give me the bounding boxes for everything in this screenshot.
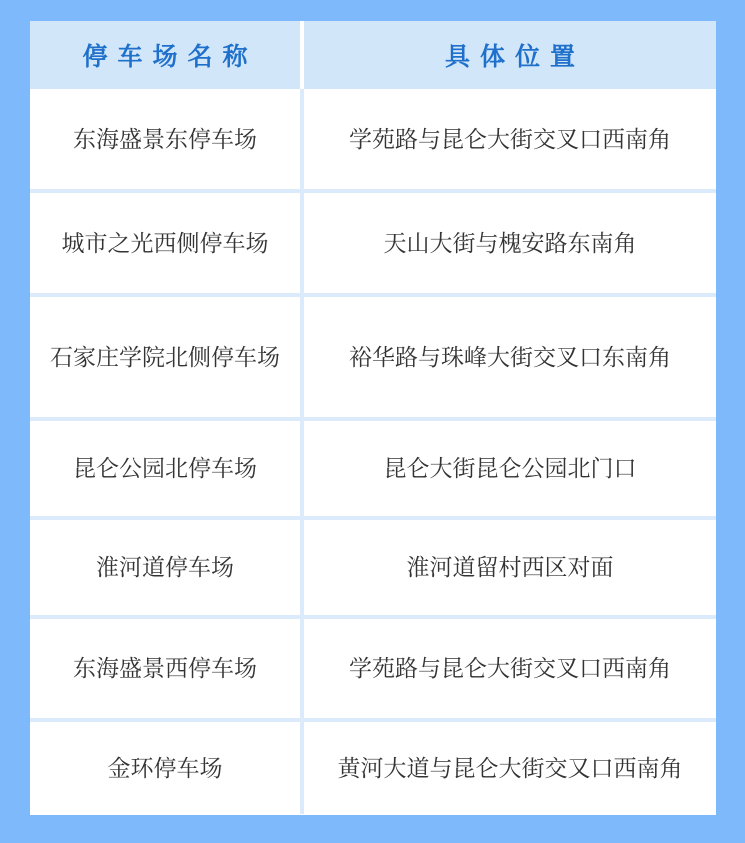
header-cell-parking-name: 停车场名称 bbox=[30, 21, 300, 89]
parking-name-cell: 石家庄学院北侧停车场 bbox=[50, 343, 280, 370]
location-cell: 淮河道留村西区对面 bbox=[406, 554, 614, 581]
location-cell: 学苑路与昆仑大街交叉口西南角 bbox=[349, 655, 671, 682]
table-row bbox=[30, 421, 716, 516]
table-row bbox=[30, 193, 716, 293]
table-body bbox=[30, 89, 716, 814]
location-cell: 学苑路与昆仑大街交叉口西南角 bbox=[349, 125, 671, 152]
location-cell: 黄河大道与昆仑大街交又口西南角 bbox=[337, 754, 683, 781]
location-cell: 裕华路与珠峰大街交叉口东南角 bbox=[349, 343, 671, 370]
table-row bbox=[30, 89, 716, 189]
location-cell: 天山大街与槐安路东南角 bbox=[383, 229, 637, 256]
parking-name-cell: 金环停车场 bbox=[107, 754, 223, 781]
parking-name-cell: 淮河道停车场 bbox=[96, 554, 234, 581]
parking-name-cell: 东海盛景西停车场 bbox=[73, 655, 257, 682]
header-cell-location: 具体位置 bbox=[304, 21, 716, 89]
parking-name-cell: 东海盛景东停车场 bbox=[73, 125, 257, 152]
table-header-row bbox=[30, 21, 716, 89]
table-row bbox=[30, 619, 716, 718]
parking-table bbox=[30, 21, 716, 815]
table-row bbox=[30, 722, 716, 814]
location-cell: 昆仑大街昆仑公园北门口 bbox=[383, 455, 637, 482]
parking-name-cell: 城市之光西侧停车场 bbox=[61, 229, 269, 256]
table-row bbox=[30, 297, 716, 417]
table-row bbox=[30, 520, 716, 615]
parking-name-cell: 昆仑公园北停车场 bbox=[73, 455, 257, 482]
